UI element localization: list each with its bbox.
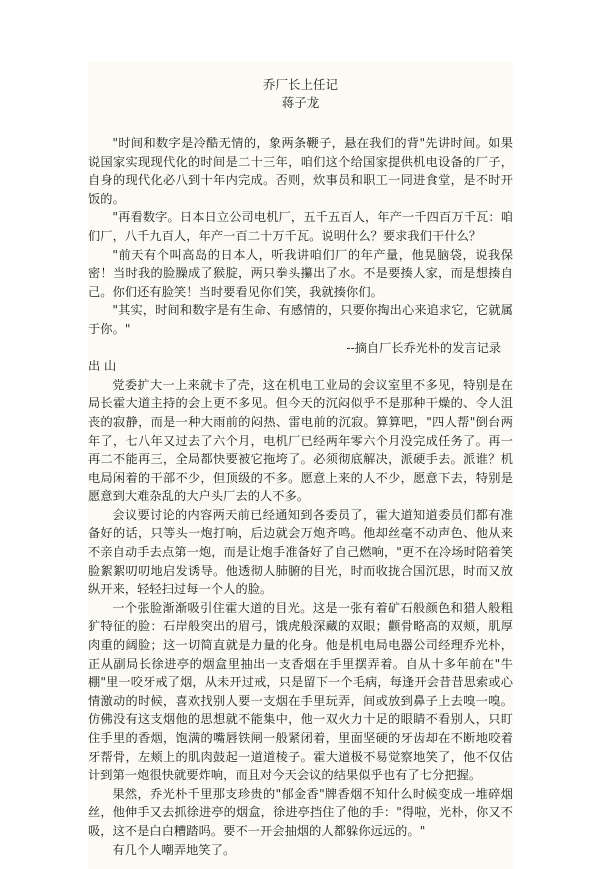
section-title: 出 山 <box>88 359 117 374</box>
body-paragraph: 有几个人嘲弄地笑了。 <box>112 842 236 857</box>
document-body <box>88 62 513 869</box>
body-paragraph: 果然，乔光朴千里那支珍贵的"郁金香"牌香烟不知什么时候变成一堆碎烟丝，他伸手又去抓徐进亭的烟盒，徐进亭挡住了他的手："得啦，光朴，你又不吸，这不是白白糟踏吗。要不一开会抽烟的人都躲你远远的。" <box>88 786 513 838</box>
quote-source: --摘自厂长乔光朴的发言记录 <box>346 340 501 355</box>
intro-paragraph: "时间和数字是冷酷无情的，象两条鞭子，悬在我们的背"先讲时间。如果说国家实现现代化的时间是二十三年，咱们这个给国家提供机电设备的厂子，自身的现代化必八到十年内完成。否则，炊事员和职工一同进食堂，是不时开饭的。 <box>88 136 513 206</box>
top-margin <box>0 0 600 62</box>
intro-paragraph: "前天有个叫高岛的日本人，听我讲咱们厂的年产量，他晃脑袋，说我保密！当时我的脸臊成了猴腚，两只拳头攥出了水。不是要揍人家，而是想揍自己。你们还有脸笑！当时要看见你们笑，我就揍你们。 <box>88 247 513 299</box>
document-author: 蒋子龙 <box>281 95 320 110</box>
intro-paragraph: "其实，时间和数字是有生命、有感情的，只要你掏出心来追求它，它就属于你。" <box>88 303 513 336</box>
intro-paragraph: "再看数字。日本日立公司电机厂，五千五百人，年产一千四百万千瓦：咱们厂，八千九百人，年产一百二十万千瓦。说明什么？要求我们干什么？ <box>88 210 513 243</box>
body-paragraph: 党委扩大一上来就卡了壳，这在机电工业局的会议室里不多见，特别是在局长霍大道主持的会上更不多见。但今天的沉闷似乎不是那种干燥的、令人沮丧的寂静，而是一种大雨前的闷热、雷电前的沉寂。算算吧，"四人帮"倒台两年了，七八年又过去了六个月，电机厂已经两年零六个月没完成任务了。再一再二不能再三，全局都快要被它拖垮了。必须彻底解决，派硬手去。派谁？机电局闲着的干部不少，但顶级的不多。愿意上来的人不少，愿意下去，特别是愿意到大难杂乱的大户头厂去的人不多。 <box>88 377 513 504</box>
body-paragraph: 会议要讨论的内容两天前已经通知到各委员了，霍大道知道委员们都有准备好的话，只等头一炮打响，后边就会万炮齐鸣。他却丝毫不动声色、他从来不亲自动手去点第一炮，而是让炮手准备好了自己燃响，"更不在冷场时陪着笑脸絮絮叨叨地启发诱导。他透彻人肺腑的目光，时而收拢合国沉思，时而又放纵开来，轻轻扫过每一个人的脸。 <box>88 507 513 597</box>
document-title: 乔厂长上任记 <box>262 77 338 92</box>
body-paragraph: 一个张脸渐渐吸引住霍大道的目光。这是一张有着矿石般颜色和猎人般粗犷特征的脸：石岸般突出的眉弓，饿虎般深藏的双眼；颧骨略高的双颊，肌厚肉重的阔脸；这一切简直就是力量的化身。他是机电局电器公司经理乔光朴，正从副局长徐进亭的烟盒里抽出一支香烟在手里摆弄着。自从十多年前在"牛棚"里一咬牙戒了烟，从未开过戒，只是留下一个毛病，每逢开会昔昔思索或心情激动的时候，喜欢找别人要一支烟在手里玩弄，间或放到鼻子上去嗅一嗅。仿佛没有这支烟他的思想就不能集中，他一双火力十足的眼睛不看别人，只盯住手里的香烟，饱满的嘴唇铁闸一般紧闭着，里面坚硬的牙齿却在不断地咬着牙帮骨，左颊上的肌肉鼓起一道道棱子。霍大道极不易觉察地笑了，他不仅估计到第一炮很快就要炸响，而且对今天会议的结果似乎也有了七分把握。 <box>88 600 513 783</box>
